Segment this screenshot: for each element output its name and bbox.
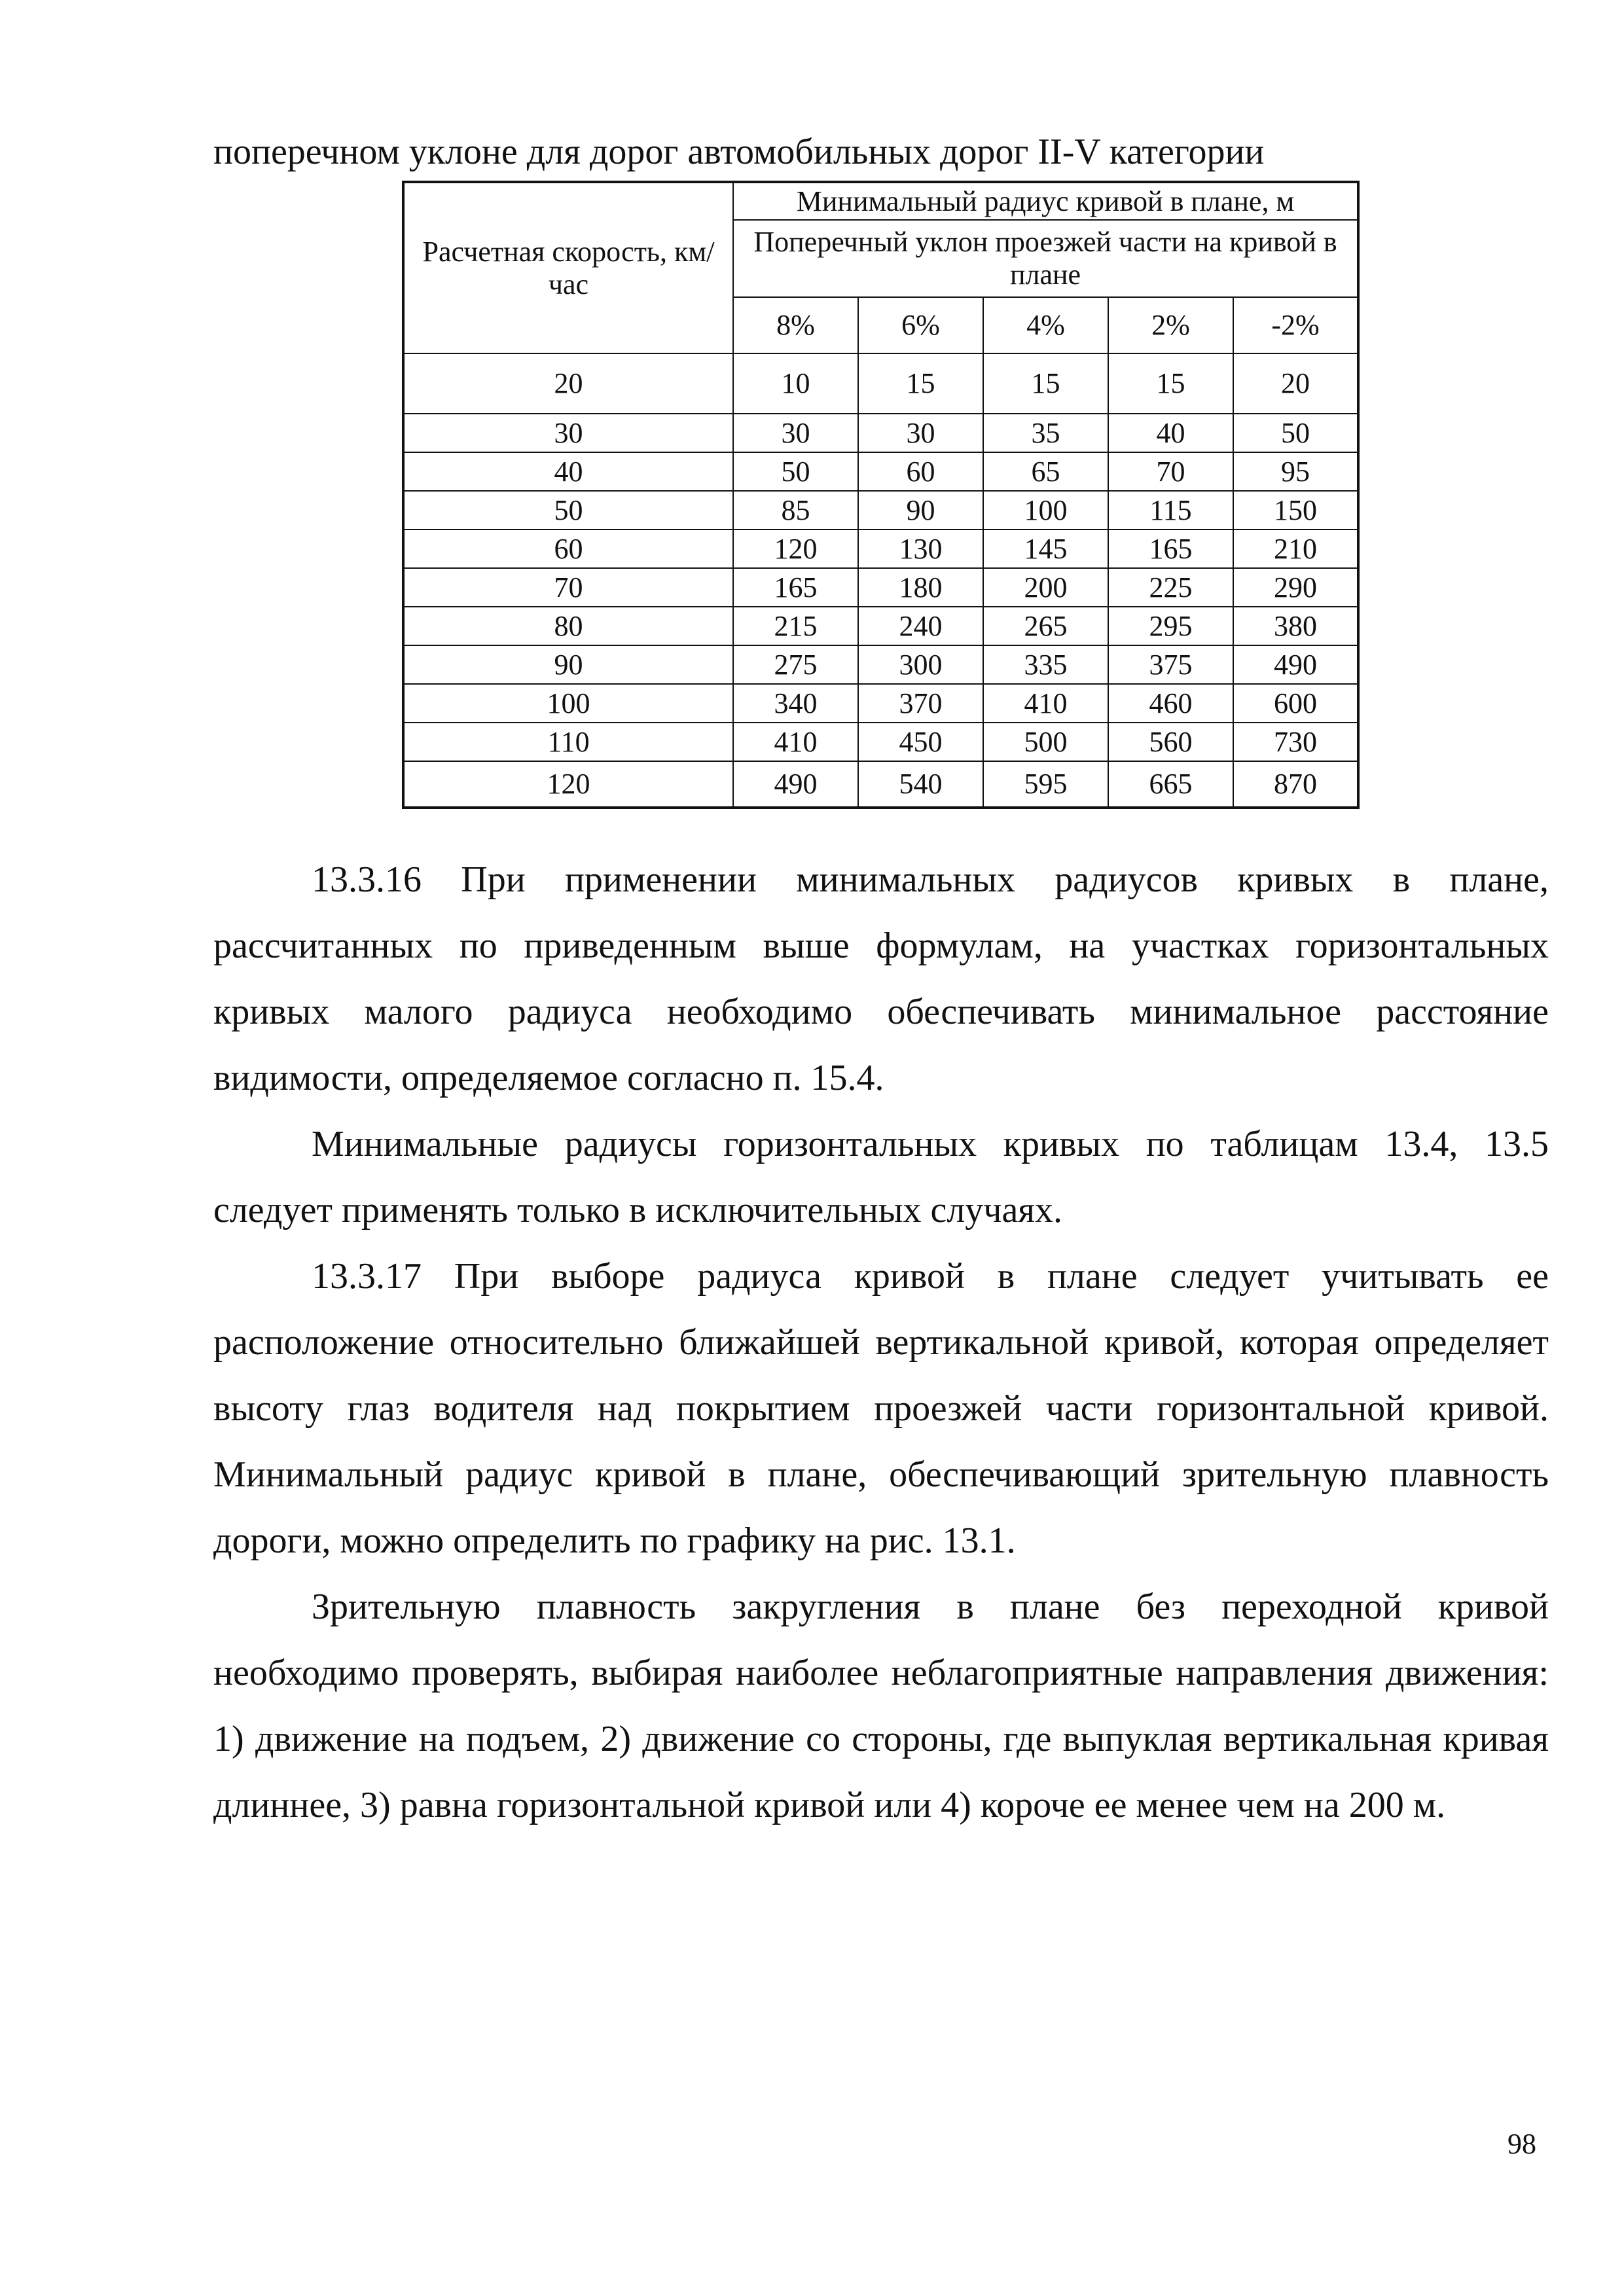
- radius-cell: 35: [983, 414, 1108, 452]
- radius-cell: 380: [1233, 607, 1358, 645]
- radius-cell: 70: [1108, 452, 1233, 491]
- radius-cell: 730: [1233, 723, 1358, 761]
- radius-cell: 450: [858, 723, 983, 761]
- radius-cell: 115: [1108, 491, 1233, 529]
- radius-cell: 665: [1108, 761, 1233, 808]
- radius-cell: 340: [733, 684, 858, 723]
- radius-cell: 410: [983, 684, 1108, 723]
- table-row: [403, 353, 1358, 414]
- radius-cell: 95: [1233, 452, 1358, 491]
- radius-cell: 300: [858, 645, 983, 684]
- radius-cell: 10: [733, 353, 858, 414]
- speed-cell: 30: [403, 414, 733, 452]
- radius-cell: 65: [983, 452, 1108, 491]
- radius-cell: 130: [858, 529, 983, 568]
- page-number: 98: [1507, 2128, 1536, 2160]
- radius-cell: 15: [983, 353, 1108, 414]
- radius-cell: 40: [1108, 414, 1233, 452]
- table-row: [403, 645, 1358, 684]
- radius-cell: 295: [1108, 607, 1233, 645]
- speed-cell: 80: [403, 607, 733, 645]
- paragraph: 13.3.17 При выборе радиуса кривой в плане следует учитывать ее расположение относительно ближайшей вертикальной кривой, которая определяет высоту глаз водителя над покрытием проезжей части горизонтальной кривой. Минимальный радиус кривой в плане, обеспечивающий зрительную плавность дороги, можно определить по графику на рис. 13.1.: [213, 1256, 1549, 1561]
- radius-cell: 30: [858, 414, 983, 452]
- speed-cell: 40: [403, 452, 733, 491]
- radius-cell: 20: [1233, 353, 1358, 414]
- radius-cell: 30: [733, 414, 858, 452]
- radius-cell: 240: [858, 607, 983, 645]
- radius-cell: 375: [1108, 645, 1233, 684]
- slope-col-header: 8%: [733, 297, 858, 353]
- body-text: [213, 847, 1549, 1839]
- table-row: [403, 568, 1358, 607]
- radius-cell: 120: [733, 529, 858, 568]
- radius-cell: 600: [1233, 684, 1358, 723]
- radius-cell: 60: [858, 452, 983, 491]
- table-row: [403, 761, 1358, 808]
- table-row: [403, 684, 1358, 723]
- table-row: [403, 723, 1358, 761]
- radius-cell: 540: [858, 761, 983, 808]
- radius-cell: 100: [983, 491, 1108, 529]
- radius-cell: 200: [983, 568, 1108, 607]
- radius-cell: 290: [1233, 568, 1358, 607]
- speed-header: Расчетная скорость, км/час: [403, 182, 733, 353]
- radius-cell: 90: [858, 491, 983, 529]
- radius-cell: 500: [983, 723, 1108, 761]
- radius-cell: 165: [733, 568, 858, 607]
- radius-cell: 50: [733, 452, 858, 491]
- speed-cell: 20: [403, 353, 733, 414]
- slope-col-header: 2%: [1108, 297, 1233, 353]
- radius-header: Минимальный радиус кривой в плане, м: [733, 182, 1358, 220]
- radius-cell: 490: [1233, 645, 1358, 684]
- radius-cell: 560: [1108, 723, 1233, 761]
- radius-cell: 225: [1108, 568, 1233, 607]
- paragraph: 13.3.16 При применении минимальных радиусов кривых в плане, рассчитанных по приведенным выше формулам, на участках горизонтальных кривых малого радиуса необходимо обеспечивать минимальное расстояние видимости, определяемое согласно п. 15.4.: [213, 859, 1549, 1098]
- speed-cell: 90: [403, 645, 733, 684]
- radius-cell: 595: [983, 761, 1108, 808]
- speed-cell: 50: [403, 491, 733, 529]
- radius-cell: 15: [858, 353, 983, 414]
- speed-cell: 60: [403, 529, 733, 568]
- speed-cell: 100: [403, 684, 733, 723]
- table-row: [403, 491, 1358, 529]
- speed-cell: 110: [403, 723, 733, 761]
- speed-cell: 70: [403, 568, 733, 607]
- radius-cell: 410: [733, 723, 858, 761]
- table-row: [403, 607, 1358, 645]
- radius-cell: 215: [733, 607, 858, 645]
- speed-cell: 120: [403, 761, 733, 808]
- radius-cell: 50: [1233, 414, 1358, 452]
- radius-cell: 265: [983, 607, 1108, 645]
- table-row: [403, 414, 1358, 452]
- radius-cell: 150: [1233, 491, 1358, 529]
- paragraph: Минимальные радиусы горизонтальных кривых по таблицам 13.4, 13.5 следует применять только в исключительных случаях.: [213, 1124, 1549, 1230]
- table-row: [403, 529, 1358, 568]
- min-radius-table: [402, 181, 1360, 809]
- radius-cell: 85: [733, 491, 858, 529]
- radius-cell: 335: [983, 645, 1108, 684]
- radius-cell: 210: [1233, 529, 1358, 568]
- radius-cell: 460: [1108, 684, 1233, 723]
- slope-header: Поперечный уклон проезжей части на кривой в плане: [733, 220, 1358, 297]
- radius-cell: 165: [1108, 529, 1233, 568]
- radius-cell: 870: [1233, 761, 1358, 808]
- radius-cell: 490: [733, 761, 858, 808]
- table-row: [403, 452, 1358, 491]
- slope-col-header: 6%: [858, 297, 983, 353]
- slope-col-header: -2%: [1233, 297, 1358, 353]
- table-caption: поперечном уклоне для дорог автомобильных дорог II-V категории: [213, 132, 1265, 172]
- radius-cell: 15: [1108, 353, 1233, 414]
- slope-col-header: 4%: [983, 297, 1108, 353]
- radius-cell: 180: [858, 568, 983, 607]
- radius-cell: 370: [858, 684, 983, 723]
- paragraph: Зрительную плавность закругления в плане без переходной кривой необходимо проверять, выбирая наиболее неблагоприятные направления движения: 1) движение на подъем, 2) движение со стороны, где выпуклая вертикальная кривая длиннее, 3) равна горизонтальной кривой или 4) короче ее менее чем на 200 м.: [213, 1587, 1549, 1825]
- radius-cell: 275: [733, 645, 858, 684]
- radius-cell: 145: [983, 529, 1108, 568]
